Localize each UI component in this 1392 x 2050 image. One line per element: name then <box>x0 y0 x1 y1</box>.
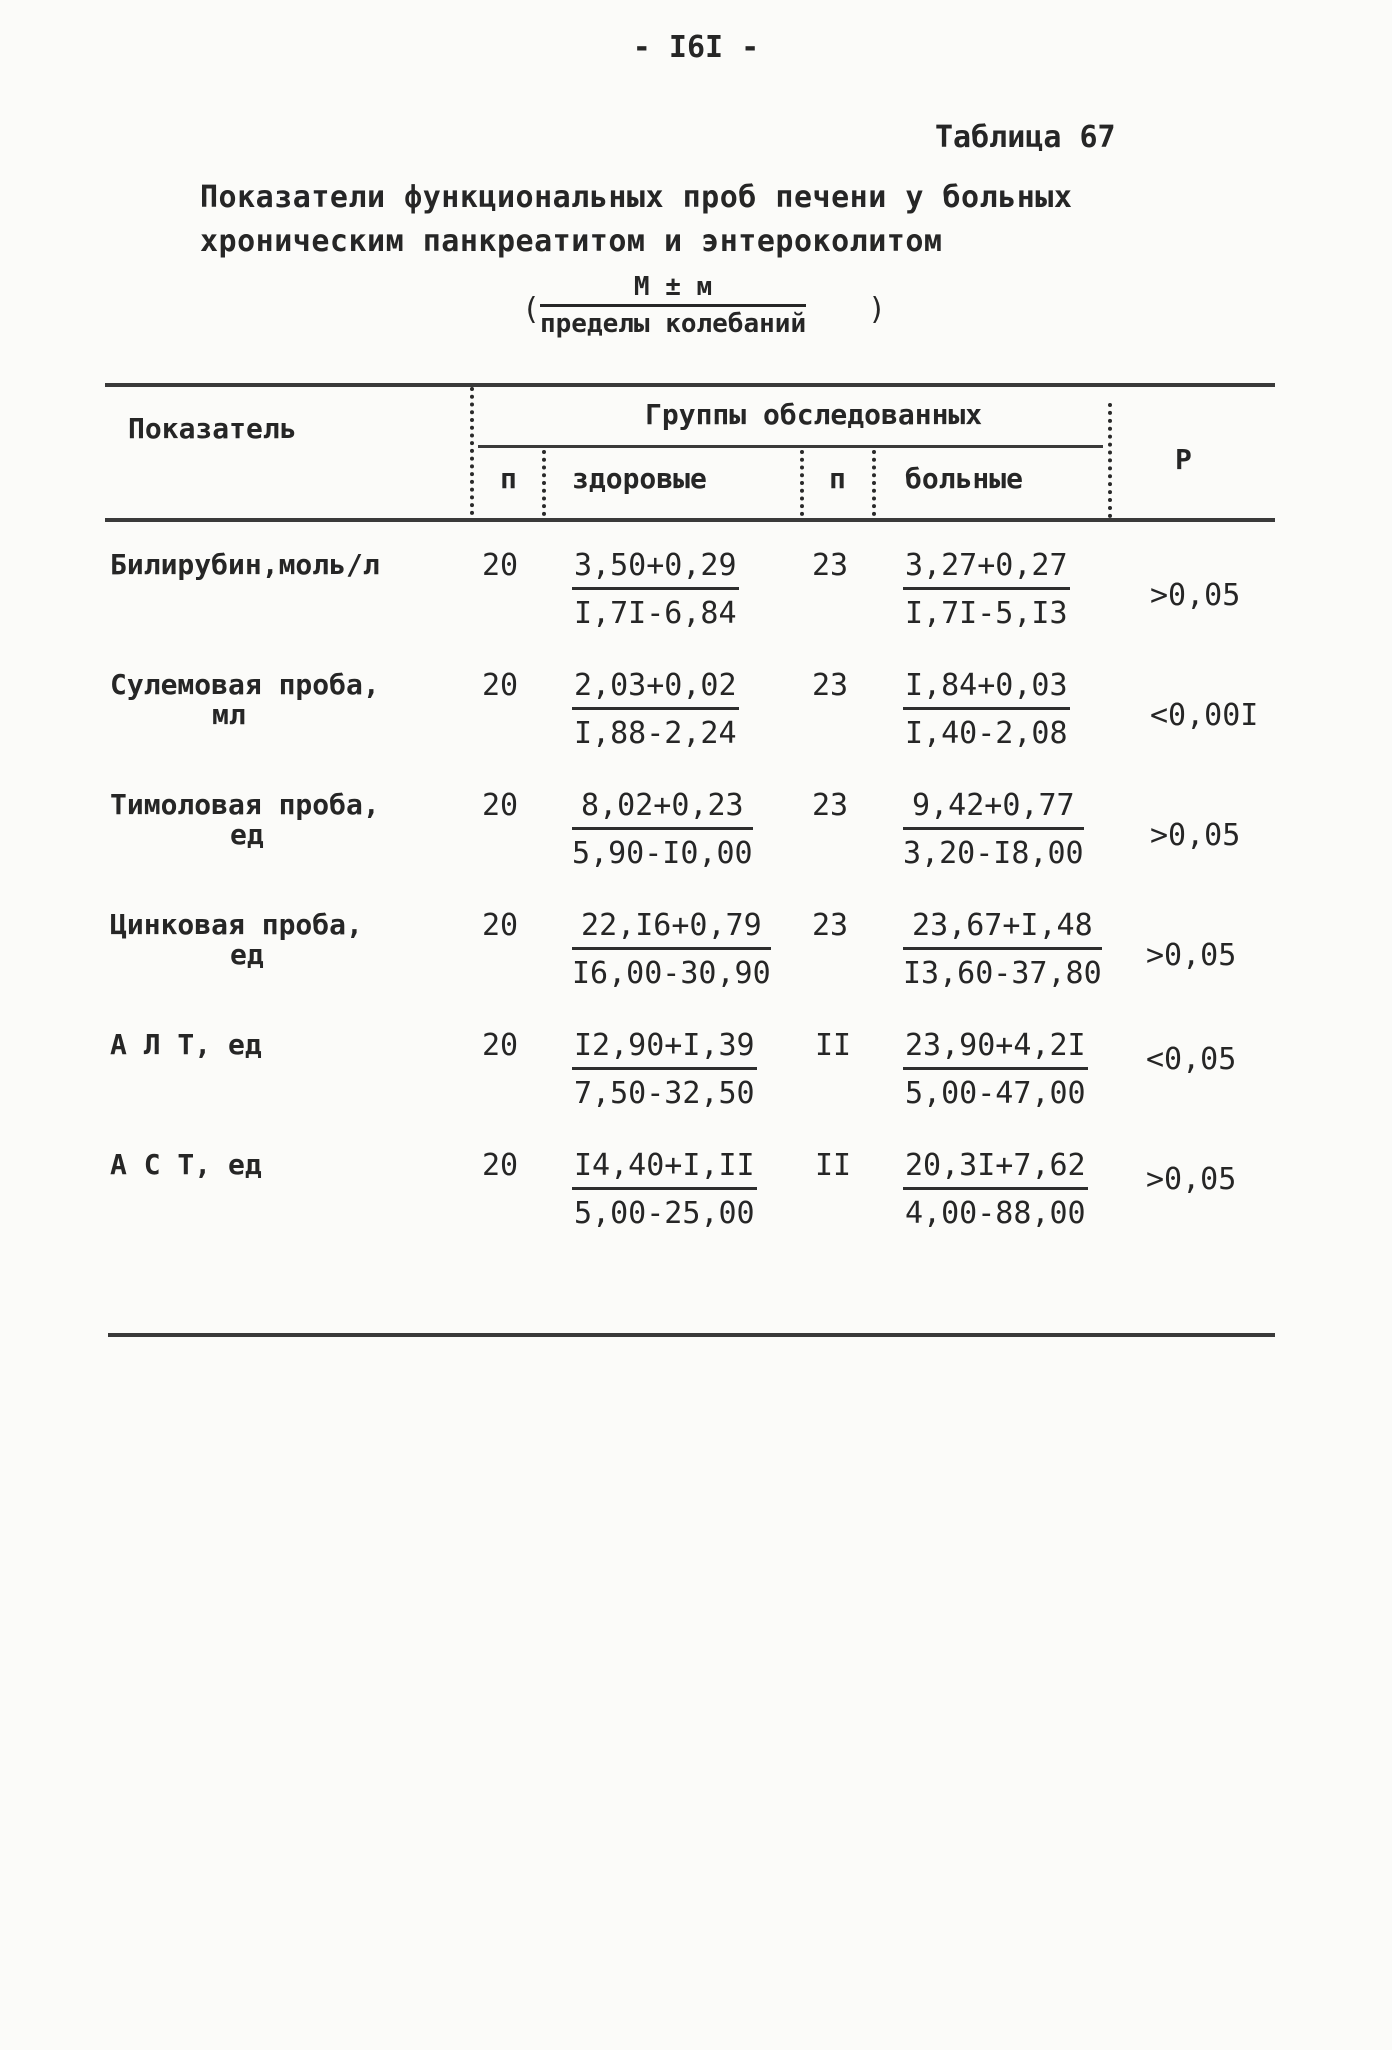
healthy-mean: 22,I6+0,79 <box>572 908 771 950</box>
row-n-healthy: 20 <box>482 668 519 703</box>
healthy-mean: 8,02+0,23 <box>572 788 753 830</box>
formula-close-paren: ) <box>868 292 887 327</box>
patients-range: I3,60-37,80 <box>903 956 1102 991</box>
row-n-patients: II <box>815 1148 852 1183</box>
patients-mean: 9,42+0,77 <box>903 788 1084 830</box>
row-name-unit: ед <box>230 938 264 971</box>
header-separator-n2 <box>872 450 876 516</box>
patients-value <box>903 908 1102 991</box>
row-p-value: >0,05 <box>1146 938 1237 973</box>
patients-value <box>903 668 1070 751</box>
header-healthy: здоровые <box>572 462 707 495</box>
row-p-value: >0,05 <box>1150 818 1241 853</box>
row-name: Билирубин,моль/л <box>110 548 380 581</box>
formula <box>540 272 806 339</box>
row-n-healthy: 20 <box>482 788 519 823</box>
patients-mean: 3,27+0,27 <box>903 548 1070 590</box>
formula-denominator: пределы колебаний <box>540 309 807 339</box>
healthy-mean: 3,50+0,29 <box>572 548 739 590</box>
row-n-patients: 23 <box>812 668 849 703</box>
header-n-patients: п <box>829 462 846 495</box>
header-separator-healthy <box>800 450 804 516</box>
patients-range: 4,00-88,00 <box>905 1196 1086 1231</box>
table-title-line-2: хроническим панкреатитом и энтероколитом <box>200 224 943 259</box>
patients-mean: 23,90+4,2I <box>903 1028 1088 1070</box>
patients-range: I,7I-5,I3 <box>905 596 1068 631</box>
table-label: Таблица 67 <box>935 120 1116 155</box>
row-name: Тимоловая проба, <box>110 788 380 821</box>
healthy-value <box>572 788 753 871</box>
table-top-rule <box>105 383 1275 387</box>
healthy-value <box>572 668 739 751</box>
row-name: А Л Т, ед <box>110 1028 262 1061</box>
patients-value <box>903 548 1070 631</box>
row-n-patients: 23 <box>812 548 849 583</box>
patients-range: I,40-2,08 <box>905 716 1068 751</box>
header-bottom-rule <box>105 518 1275 522</box>
header-patients: больные <box>905 462 1024 495</box>
row-n-patients: 23 <box>812 788 849 823</box>
row-p-value: <0,05 <box>1146 1042 1237 1077</box>
header-separator-indicator <box>470 387 474 515</box>
healthy-range: I,88-2,24 <box>574 716 737 751</box>
table-title-line-1: Показатели функциональных проб печени у больных <box>200 180 1073 215</box>
patients-value <box>903 1148 1088 1231</box>
groups-subheader-rule <box>478 445 1103 448</box>
formula-numerator: М ± м <box>540 272 806 307</box>
row-name: Сулемовая проба, <box>110 668 380 701</box>
healthy-mean: I4,40+I,II <box>572 1148 757 1190</box>
table-bottom-rule <box>108 1333 1275 1337</box>
healthy-value <box>572 1028 757 1111</box>
row-n-patients: II <box>815 1028 852 1063</box>
patients-range: 3,20-I8,00 <box>903 836 1084 871</box>
row-p-value: >0,05 <box>1146 1162 1237 1197</box>
healthy-value <box>572 1148 757 1231</box>
row-n-healthy: 20 <box>482 1028 519 1063</box>
patients-value <box>903 788 1084 871</box>
healthy-range: 5,00-25,00 <box>574 1196 755 1231</box>
patients-range: 5,00-47,00 <box>905 1076 1086 1111</box>
row-name-unit: мл <box>212 698 246 731</box>
healthy-mean: I2,90+I,39 <box>572 1028 757 1070</box>
patients-mean: I,84+0,03 <box>903 668 1070 710</box>
row-p-value: <0,00I <box>1150 698 1259 733</box>
row-n-healthy: 20 <box>482 548 519 583</box>
row-n-healthy: 20 <box>482 1148 519 1183</box>
header-separator-groups <box>1108 403 1112 518</box>
page-number: - I6I - <box>632 30 760 65</box>
row-name: Цинковая проба, <box>110 908 363 941</box>
patients-value <box>903 1028 1088 1111</box>
healthy-range: I,7I-6,84 <box>574 596 737 631</box>
healthy-value <box>572 548 739 631</box>
header-indicator: Показатель <box>128 412 297 445</box>
healthy-range: 5,90-I0,00 <box>572 836 753 871</box>
row-name-unit: ед <box>230 818 264 851</box>
healthy-value <box>572 908 771 991</box>
patients-mean: 23,67+I,48 <box>903 908 1102 950</box>
row-p-value: >0,05 <box>1150 578 1241 613</box>
healthy-range: 7,50-32,50 <box>574 1076 755 1111</box>
header-groups: Группы обследованных <box>645 398 983 431</box>
row-n-healthy: 20 <box>482 908 519 943</box>
healthy-mean: 2,03+0,02 <box>572 668 739 710</box>
header-p: Р <box>1175 443 1192 476</box>
formula-open-paren: ( <box>522 292 541 327</box>
header-separator-n1 <box>542 450 546 516</box>
row-n-patients: 23 <box>812 908 849 943</box>
header-n-healthy: п <box>500 462 517 495</box>
healthy-range: I6,00-30,90 <box>572 956 771 991</box>
row-name: А С Т, ед <box>110 1148 262 1181</box>
patients-mean: 20,3I+7,62 <box>903 1148 1088 1190</box>
